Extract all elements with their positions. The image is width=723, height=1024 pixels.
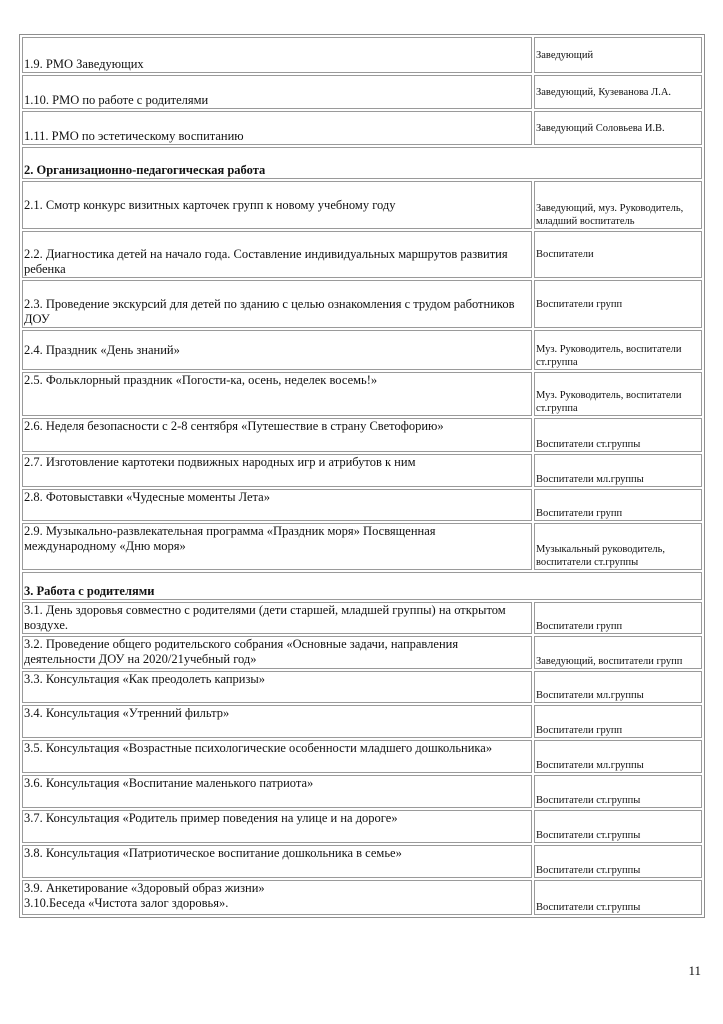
responsible-cell: Воспитатели групп <box>534 705 702 738</box>
event-cell: 3.4. Консультация «Утренний фильтр» <box>22 705 532 738</box>
responsible-cell: Заведующий Соловьева И.В. <box>534 111 702 145</box>
event-cell: 3.8. Консультация «Патриотическое воспитание дошкольника в семье» <box>22 845 532 878</box>
responsible-cell: Заведующий, воспитатели групп <box>534 636 702 669</box>
event-cell: 3.6. Консультация «Воспитание маленького патриота» <box>22 775 532 808</box>
event-cell: 2.6. Неделя безопасности с 2-8 сентября «Путешествие в страну Светофорию» <box>22 418 532 452</box>
event-cell: 3.7. Консультация «Родитель пример поведения на улице и на дороге» <box>22 810 532 843</box>
event-line: 3.10.Беседа «Чистота залог здоровья». <box>24 896 229 910</box>
event-cell: 2.2. Диагностика детей на начало года. Составление индивидуальных маршрутов развития ребенка <box>22 231 532 278</box>
event-cell <box>22 880 532 915</box>
event-cell: 2.3. Проведение экскурсий для детей по зданию с целью ознакомления с трудом работников ДОУ <box>22 280 532 328</box>
table-row <box>22 75 702 109</box>
table-row <box>22 523 702 570</box>
event-cell: 1.11. РМО по эстетическому воспитанию <box>22 111 532 145</box>
event-cell: 3.5. Консультация «Возрастные психологические особенности младшего дошкольника» <box>22 740 532 773</box>
responsible-cell: Воспитатели ст.группы <box>534 810 702 843</box>
table-row <box>22 880 702 915</box>
table-row <box>22 671 702 703</box>
table-row <box>22 845 702 878</box>
responsible-cell: Воспитатели групп <box>534 280 702 328</box>
responsible-cell: Воспитатели мл.группы <box>534 454 702 487</box>
event-cell: 2.8. Фотовыставки «Чудесные моменты Лета» <box>22 489 532 521</box>
table-row <box>22 372 702 416</box>
responsible-cell: Воспитатели ст.группы <box>534 418 702 452</box>
event-cell: 2.7. Изготовление картотеки подвижных народных игр и атрибутов к ним <box>22 454 532 487</box>
table-row <box>22 489 702 521</box>
responsible-cell: Воспитатели ст.группы <box>534 880 702 915</box>
event-cell: 2.9. Музыкально-развлекательная программа «Праздник моря» Посвященная международному «Дню моря» <box>22 523 532 570</box>
responsible-cell: Заведующий <box>534 37 702 73</box>
table-row <box>22 280 702 328</box>
section-row <box>22 572 702 600</box>
table-row <box>22 454 702 487</box>
page-number: 11 <box>688 963 701 978</box>
table-row <box>22 810 702 843</box>
responsible-cell: Заведующий, муз. Руководитель, младший воспитатель <box>534 181 702 229</box>
plan-table <box>19 34 705 918</box>
responsible-cell: Воспитатели ст.группы <box>534 845 702 878</box>
responsible-cell: Муз. Руководитель, воспитатели ст.группа <box>534 372 702 416</box>
event-cell: 1.10. РМО по работе с родителями <box>22 75 532 109</box>
table-row <box>22 330 702 370</box>
responsible-cell: Воспитатели <box>534 231 702 278</box>
table-row <box>22 181 702 229</box>
table-row <box>22 602 702 634</box>
event-cell: 2.1. Смотр конкурс визитных карточек групп к новому учебному году <box>22 181 532 229</box>
responsible-cell: Воспитатели групп <box>534 602 702 634</box>
event-cell: 2.5. Фольклорный праздник «Погости-ка, осень, неделек восемь!» <box>22 372 532 416</box>
event-cell: 3.3. Консультация «Как преодолеть капризы» <box>22 671 532 703</box>
responsible-cell: Заведующий, Кузеванова Л.А. <box>534 75 702 109</box>
responsible-cell: Воспитатели ст.группы <box>534 775 702 808</box>
table-row <box>22 37 702 73</box>
table-row <box>22 231 702 278</box>
section-heading: 2. Организационно-педагогическая работа <box>22 147 702 179</box>
section-heading: 3. Работа с родителями <box>22 572 702 600</box>
event-cell: 2.4. Праздник «День знаний» <box>22 330 532 370</box>
event-cell: 3.1. День здоровья совместно с родителями (дети старшей, младшей группы) на открытом воздухе. <box>22 602 532 634</box>
responsible-cell: Воспитатели групп <box>534 489 702 521</box>
table-row <box>22 418 702 452</box>
event-cell: 1.9. РМО Заведующих <box>22 37 532 73</box>
table-row <box>22 111 702 145</box>
responsible-cell: Муз. Руководитель, воспитатели ст.группа <box>534 330 702 370</box>
responsible-cell: Воспитатели мл.группы <box>534 671 702 703</box>
table-row <box>22 775 702 808</box>
event-cell: 3.2. Проведение общего родительского собрания «Основные задачи, направления деятельности ДОУ на 2020/21учебный год» <box>22 636 532 669</box>
section-row <box>22 147 702 179</box>
table-row <box>22 636 702 669</box>
table-row <box>22 740 702 773</box>
responsible-cell: Воспитатели мл.группы <box>534 740 702 773</box>
event-line: 3.9. Анкетирование «Здоровый образ жизни» <box>24 881 265 895</box>
table-row <box>22 705 702 738</box>
responsible-cell: Музыкальный руководитель, воспитатели ст.группы <box>534 523 702 570</box>
